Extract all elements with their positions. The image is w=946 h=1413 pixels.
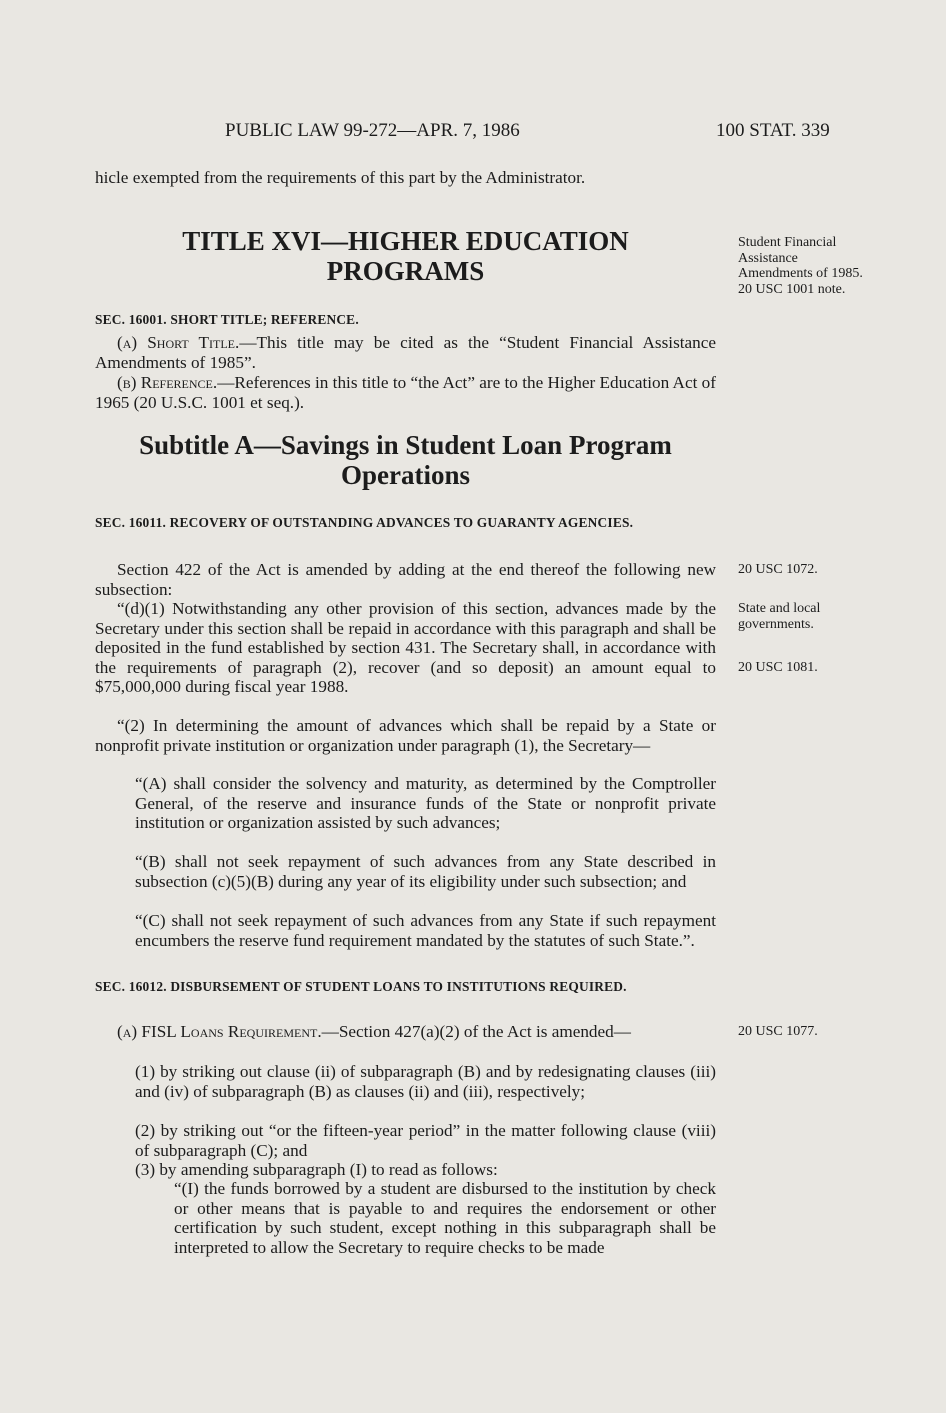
margin-note-student-financial: Student Financial Assistance Amendments of 1985. 20 USC 1001 note. <box>738 235 863 297</box>
fisl-item-2: (2) by striking out “or the fifteen-year period” in the matter following clause (viii) of subparagraph (C); and <box>135 1121 716 1160</box>
section-16011-para-1: Section 422 of the Act is amended by adding at the end thereof the following new subsection: <box>95 560 716 599</box>
section-16012-heading: SEC. 16012. DISBURSEMENT OF STUDENT LOANS TO INSTITUTIONS REQUIRED. <box>95 979 627 994</box>
fisl-text: —Section 427(a)(2) of the Act is amended— <box>321 1022 631 1041</box>
clause-a: “(A) shall consider the solvency and maturity, as determined by the Comptroller General, of the reserve and insurance funds of the State or nonprofit private institution or organization assisted by such advances; <box>135 774 716 832</box>
fisl-item-3: (3) by amending subparagraph (I) to read as follows: <box>135 1160 498 1179</box>
short-title-paragraph <box>95 333 716 372</box>
reference-heading: (b) Reference. <box>117 373 218 392</box>
margin-note-1077: 20 USC 1077. <box>738 1024 818 1039</box>
margin-note-1081: 20 USC 1081. <box>738 660 818 675</box>
fisl-quote: “(I) the funds borrowed by a student are disbursed to the institution by check or other means that is payable to and requires the endorsement or other certification by such student, except nothing in this subparagraph shall be interpreted to allow the Secretary to require checks to be made <box>174 1179 716 1257</box>
clause-c: “(C) shall not seek repayment of such advances from any State if such repayment encumbers the reserve fund requirement mandated by the statutes of such State.”. <box>135 911 716 950</box>
reference-paragraph <box>95 373 716 412</box>
fisl-heading: (a) FISL Loans Requirement. <box>117 1022 322 1041</box>
header-stat: 100 STAT. 339 <box>716 120 830 141</box>
short-title-heading: (a) Short Title. <box>117 333 240 352</box>
header-law: PUBLIC LAW 99-272—APR. 7, 1986 <box>225 120 520 141</box>
fisl-paragraph <box>95 1022 716 1042</box>
reference-text: —References in this title to “the Act” are to the Higher Education Act of 1965 (20 U.S.C. 1001 et seq.). <box>95 373 716 412</box>
title-heading: TITLE XVI—HIGHER EDUCATION PROGRAMS <box>182 226 629 286</box>
section-16001-heading: SEC. 16001. SHORT TITLE; REFERENCE. <box>95 312 359 327</box>
section-16011-para-3: “(2) In determining the amount of advances which shall be repaid by a State or nonprofit private institution or organization under paragraph (1), the Secretary— <box>95 716 716 755</box>
clause-b: “(B) shall not seek repayment of such advances from any State described in subsection (c)(5)(B) during any year of its eligibility under such subsection; and <box>135 852 716 891</box>
fisl-item-1: (1) by striking out clause (ii) of subparagraph (B) and by redesignating clauses (iii) and (iv) of subparagraph (B) as clauses (ii) and (iii), respectively; <box>135 1062 716 1101</box>
section-16011-para-2: “(d)(1) Notwithstanding any other provision of this section, advances made by the Secretary under this section shall be repaid in accordance with this paragraph and shall be deposited in the fund established by section 431. The Secretary shall, in accordance with the requirements of paragraph (2), recover (and so deposit) an amount equal to $75,000,000 during fiscal year 1988. <box>95 599 716 696</box>
subtitle-heading: Subtitle A—Savings in Student Loan Program Operations <box>139 430 672 490</box>
section-16011-heading: SEC. 16011. RECOVERY OF OUTSTANDING ADVANCES TO GUARANTY AGENCIES. <box>95 515 634 530</box>
intro-text: hicle exempted from the requirements of this part by the Administrator. <box>95 168 586 187</box>
margin-note-1072: 20 USC 1072. <box>738 562 818 577</box>
margin-note-state-local: State and local governments. <box>738 601 821 632</box>
short-title-text: —This title may be cited as the “Student Financial Assistance Amendments of 1985”. <box>95 333 717 372</box>
